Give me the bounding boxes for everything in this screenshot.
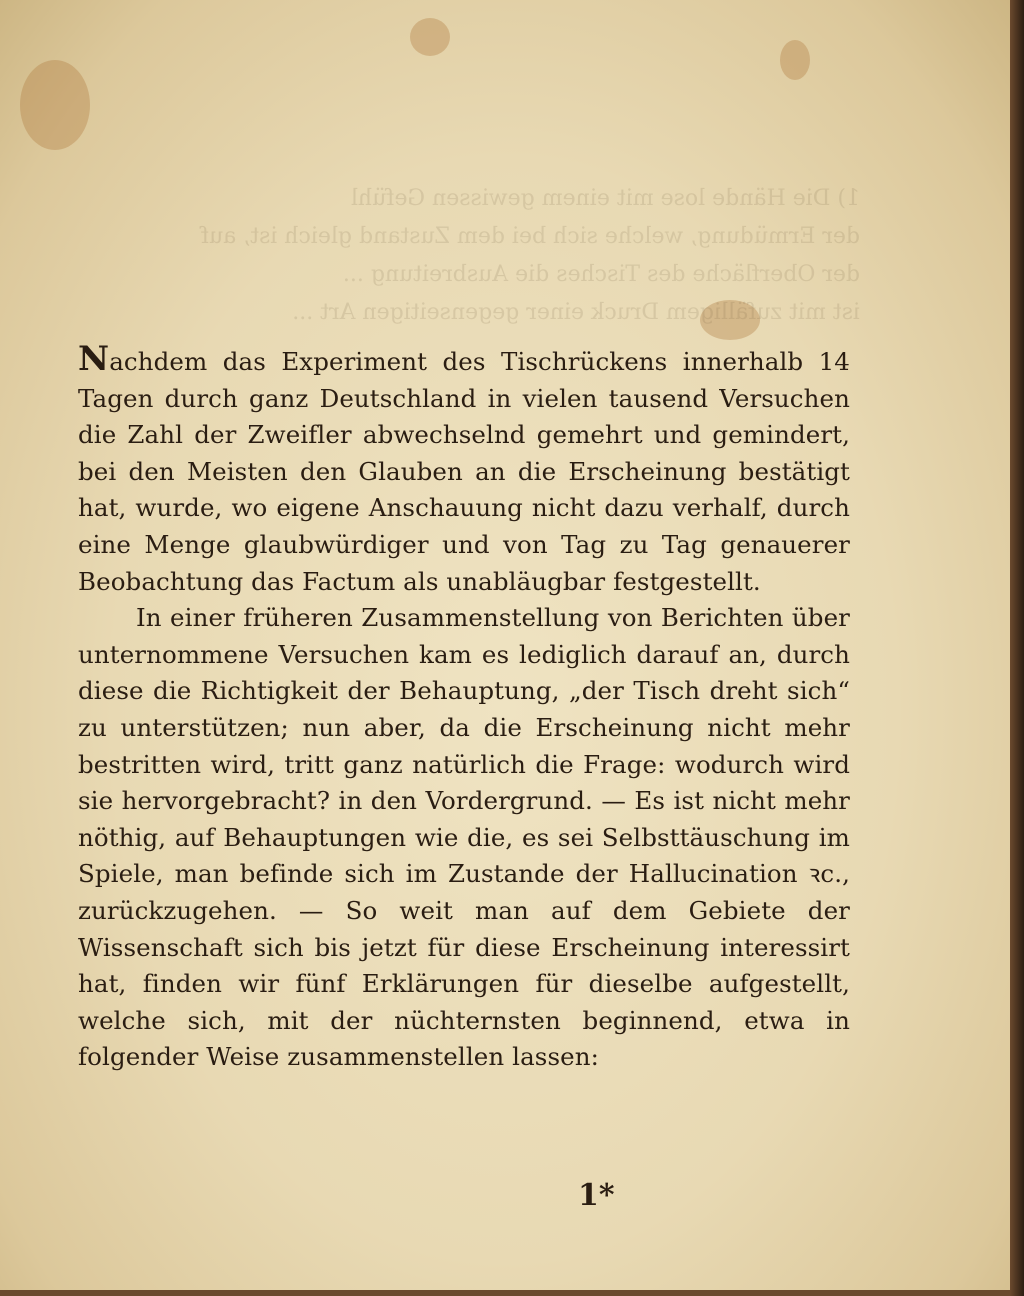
signature-mark: 1*	[578, 1178, 615, 1213]
book-edge-right	[1010, 0, 1024, 1296]
paragraph-2: In einer früheren Zusammenstellung von Berichten über unternommene Versuchen kam es lediglich darauf an, durch diese die Richtigkeit der Behauptung, „der Tisch dreht sich“ zu unterstützen; nun aber, da die Erscheinung nicht mehr bestritten wird, tritt ganz natürlich die Frage: wodurch wird sie hervorgebracht? in den Vordergrund. — Es ist nicht mehr nöthig, auf Behauptungen wie die, es sei Selbsttäuschung im Spiele, man befinde sich im Zustande der Hallucination ꝛc., zurückzugehen. — So weit man auf dem Gebiete der Wissenschaft sich bis jetzt für diese Erscheinung interessirt hat, finden wir fünf Erklärungen für dieselbe aufgestellt, welche sich, mit der nüchternsten beginnend, etwa in folgender Weise zusammenstellen lassen:	[78, 603, 850, 1072]
paper-stain	[780, 40, 810, 80]
paragraph-1-text: achdem das Experiment des Tischrückens innerhalb 14 Tagen durch ganz Deutschland in vielen tausend Versuchen die Zahl der Zweifler abwechselnd gemehrt und gemindert, bei den Meisten den Glauben an die Erscheinung bestätigt hat, wurde, wo eigene Anschauung nicht dazu verhalf, durch eine Menge glaubwürdiger und von Tag zu Tag genauerer Beobachtung das Factum als unabläugbar festgestellt.	[78, 347, 850, 596]
paragraph-1	[78, 339, 850, 600]
bleed-through-text: 1) Die Hände lose mit einem gewissen Gefühl der Ermüdung, welche sich bei dem Zustand gleich ist, auf der Oberfläche des Tisches die Ausbreitung ... ist mit zufälligem Druck einer gegenseitigen Art ...	[200, 186, 860, 325]
paper-stain	[410, 18, 450, 56]
paper-stain	[20, 60, 90, 150]
body-text	[78, 339, 850, 1076]
initial-letter: N	[78, 339, 110, 379]
book-edge-bottom	[0, 1290, 1010, 1296]
